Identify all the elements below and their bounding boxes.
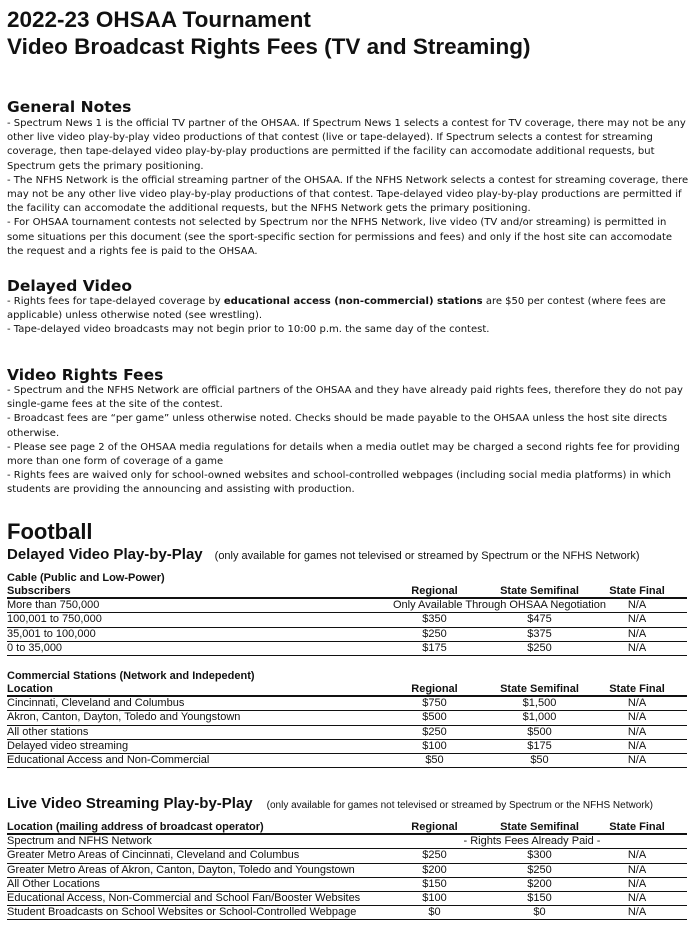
row-label: Greater Metro Areas of Cincinnati, Cleveland and Columbus	[7, 849, 300, 862]
table-header-row	[7, 683, 687, 697]
semifinal-fee: $150	[527, 891, 552, 904]
commercial-label: Commercial Stations (Network and Indepedent)	[7, 670, 255, 682]
table-header-row	[7, 585, 687, 599]
semifinal-fee: $300	[527, 849, 552, 862]
row-span-note: Only Available Through OHSAA Negotiation	[392, 599, 606, 612]
row-label: More than 750,000	[7, 599, 100, 612]
table-row	[7, 697, 687, 711]
table-header-row	[7, 821, 687, 835]
regional-fee: $250	[422, 725, 447, 738]
table-row	[7, 864, 687, 878]
row-span-note: - Rights Fees Already Paid -	[463, 835, 601, 848]
semifinal-fee: $0	[533, 906, 546, 919]
table-row	[7, 849, 687, 863]
column-header: State Semifinal	[500, 821, 579, 833]
row-label: Spectrum and NFHS Network	[7, 835, 152, 848]
semifinal-fee: $375	[527, 627, 552, 640]
live-pbp-title: Live Video Streaming Play-by-Play	[7, 795, 253, 812]
commercial-fee-table	[7, 683, 687, 768]
final-fee: N/A	[627, 599, 647, 612]
regional-fee: $0	[428, 906, 441, 919]
column-header: Subscribers	[7, 585, 71, 597]
table-row	[7, 878, 687, 892]
live-pbp-note: (only available for games not televised or streamed by Spectrum or the NFHS Network)	[266, 800, 653, 811]
live-streaming-fee-table	[7, 821, 687, 920]
row-label: Educational Access, Non-Commercial and School Fan/Booster Websites	[7, 891, 361, 904]
general-notes-heading: General Notes	[7, 98, 132, 116]
semifinal-fee: $175	[527, 739, 552, 752]
regional-fee: $250	[422, 849, 447, 862]
semifinal-fee: $200	[527, 877, 552, 890]
semifinal-fee: $50	[530, 753, 549, 766]
row-label: 35,001 to 100,000	[7, 627, 96, 640]
rights-note-2: - Broadcast fees are “per game” unless otherwise noted. Checks should be made payable to the OHSAA unless the host site directs otherwise.	[7, 413, 668, 439]
final-fee: N/A	[627, 877, 647, 890]
regional-fee: $350	[422, 613, 447, 626]
column-header: Location	[7, 683, 53, 695]
final-fee: N/A	[627, 697, 647, 710]
title-line-1: 2022-23 OHSAA Tournament	[7, 7, 311, 32]
row-label: Greater Metro Areas of Akron, Canton, Dayton, Toledo and Youngstown	[7, 863, 355, 876]
rights-note-1: - Spectrum and the NFHS Network are official partners of the OHSAA and they have already paid rights fees, therefore they do not pay single-game fees at the site of the contest.	[7, 385, 683, 411]
final-fee: N/A	[627, 627, 647, 640]
table-row	[7, 906, 687, 920]
column-header: State Semifinal	[500, 585, 579, 597]
rights-note-3: - Please see page 2 of the OHSAA media regulations for details when a media outlet may be charged a second rights fee for providing more than one form of coverage of a game	[7, 441, 680, 468]
final-fee: N/A	[627, 613, 647, 626]
regional-fee: $200	[422, 863, 447, 876]
delayed-note-2: - Tape-delayed video broadcasts may not begin prior to 10:00 p.m. the same day of the contest.	[7, 324, 490, 336]
semifinal-fee: $250	[527, 641, 552, 654]
video-rights-heading: Video Rights Fees	[7, 366, 164, 384]
row-label: Student Broadcasts on School Websites or School-Controlled Webpage	[7, 906, 357, 919]
delayed-pbp-note: (only available for games not televised or streamed by Spectrum or the NFHS Network)	[214, 550, 640, 562]
column-header: State Semifinal	[500, 683, 579, 695]
title-line-2: Video Broadcast Rights Fees (TV and Streaming)	[7, 34, 531, 59]
football-heading: Football	[7, 519, 93, 544]
general-note-1: - Spectrum News 1 is the official TV partner of the OHSAA. If Spectrum News 1 selects a contest for TV coverage, there may not be any other live video play-by-play video productions of that contest (live or tape-delayed). If Spectrum selects a contest for streaming coverage, then tape-delayed video play-by-play productions are permitted if the facility can accomodate additional requests, but Spectrum gets the primary positioning.	[7, 118, 686, 172]
row-label: Delayed video streaming	[7, 739, 129, 752]
delayed-pbp-title: Delayed Video Play-by-Play	[7, 546, 203, 563]
delayed-video-heading: Delayed Video	[7, 277, 133, 295]
final-fee: N/A	[627, 739, 647, 752]
final-fee: N/A	[627, 725, 647, 738]
table-row	[7, 711, 687, 725]
regional-fee: $250	[422, 627, 447, 640]
general-note-2: - The NFHS Network is the official streaming partner of the OHSAA. If the NFHS Network selects a contest for streaming coverage, there may not be any other live video play-by-play productions of that contest. Tape-delayed video play-by-play productions are permitted if the facility can accomodate the additional requests, but the NFHS Network gets the primary positioning.	[7, 174, 689, 215]
column-header: State Final	[609, 683, 665, 695]
general-notes-body	[7, 117, 691, 259]
document-title	[7, 6, 530, 60]
table-row	[7, 740, 687, 754]
column-header: Regional	[411, 683, 458, 695]
general-note-3: - For OHSAA tournament contests not selected by Spectrum nor the NFHS Network, live video (TV and/or streaming) is permitted in some situations per this document (see the sport-specific section for permissions and fees) and only if the host site can accomodate the request and a rights fee is paid to the OHSAA.	[7, 217, 673, 257]
column-header: Location (mailing address of broadcast operator)	[7, 821, 264, 833]
semifinal-fee: $250	[527, 863, 552, 876]
cable-label: Cable (Public and Low-Power)	[7, 572, 165, 584]
table-row	[7, 642, 687, 656]
semifinal-fee: $1,000	[522, 711, 557, 724]
semifinal-fee: $500	[527, 725, 552, 738]
row-label: 100,001 to 750,000	[7, 613, 102, 626]
final-fee: N/A	[627, 711, 647, 724]
final-fee: N/A	[627, 849, 647, 862]
rights-note-4: - Rights fees are waived only for school-owned websites and school-controlled webpages (including social media platforms) in which students are providing the announcing and assisting with production.	[7, 470, 671, 496]
final-fee: N/A	[627, 906, 647, 919]
column-header: Regional	[411, 821, 458, 833]
regional-fee: $750	[422, 697, 447, 710]
row-label: All other stations	[7, 725, 89, 738]
table-row	[7, 835, 687, 849]
regional-fee: $50	[425, 753, 444, 766]
table-row	[7, 892, 687, 906]
row-label: All Other Locations	[7, 877, 100, 890]
final-fee: N/A	[627, 753, 647, 766]
table-row	[7, 613, 687, 627]
table-row	[7, 726, 687, 740]
row-label: Akron, Canton, Dayton, Toledo and Youngstown	[7, 711, 241, 724]
regional-fee: $500	[422, 711, 447, 724]
regional-fee: $100	[422, 891, 447, 904]
regional-fee: $175	[422, 641, 447, 654]
delayed-pbp-heading	[7, 546, 640, 564]
row-label: Educational Access and Non-Commercial	[7, 753, 210, 766]
table-row	[7, 599, 687, 613]
delayed-note-emphasis: educational access (non-commercial) stations	[223, 296, 483, 307]
column-header: Regional	[411, 585, 458, 597]
table-row	[7, 754, 687, 768]
delayed-note-1: - Rights fees for tape-delayed coverage by educational access (non-commercial) stations are $50 per contest (where fees are applicable) unless otherwise noted (see wrestling).	[7, 296, 666, 322]
cable-fee-table	[7, 585, 687, 656]
final-fee: N/A	[627, 891, 647, 904]
column-header: State Final	[609, 585, 665, 597]
column-header: State Final	[609, 821, 665, 833]
regional-fee: $150	[422, 877, 447, 890]
semifinal-fee: $1,500	[522, 697, 557, 710]
row-label: Cincinnati, Cleveland and Columbus	[7, 697, 185, 710]
regional-fee: $100	[422, 739, 447, 752]
video-rights-body	[7, 384, 691, 498]
row-label: 0 to 35,000	[7, 641, 63, 654]
table-row	[7, 628, 687, 642]
delayed-video-body	[7, 295, 691, 338]
final-fee: N/A	[627, 863, 647, 876]
semifinal-fee: $475	[527, 613, 552, 626]
final-fee: N/A	[627, 641, 647, 654]
live-pbp-heading	[7, 795, 653, 813]
